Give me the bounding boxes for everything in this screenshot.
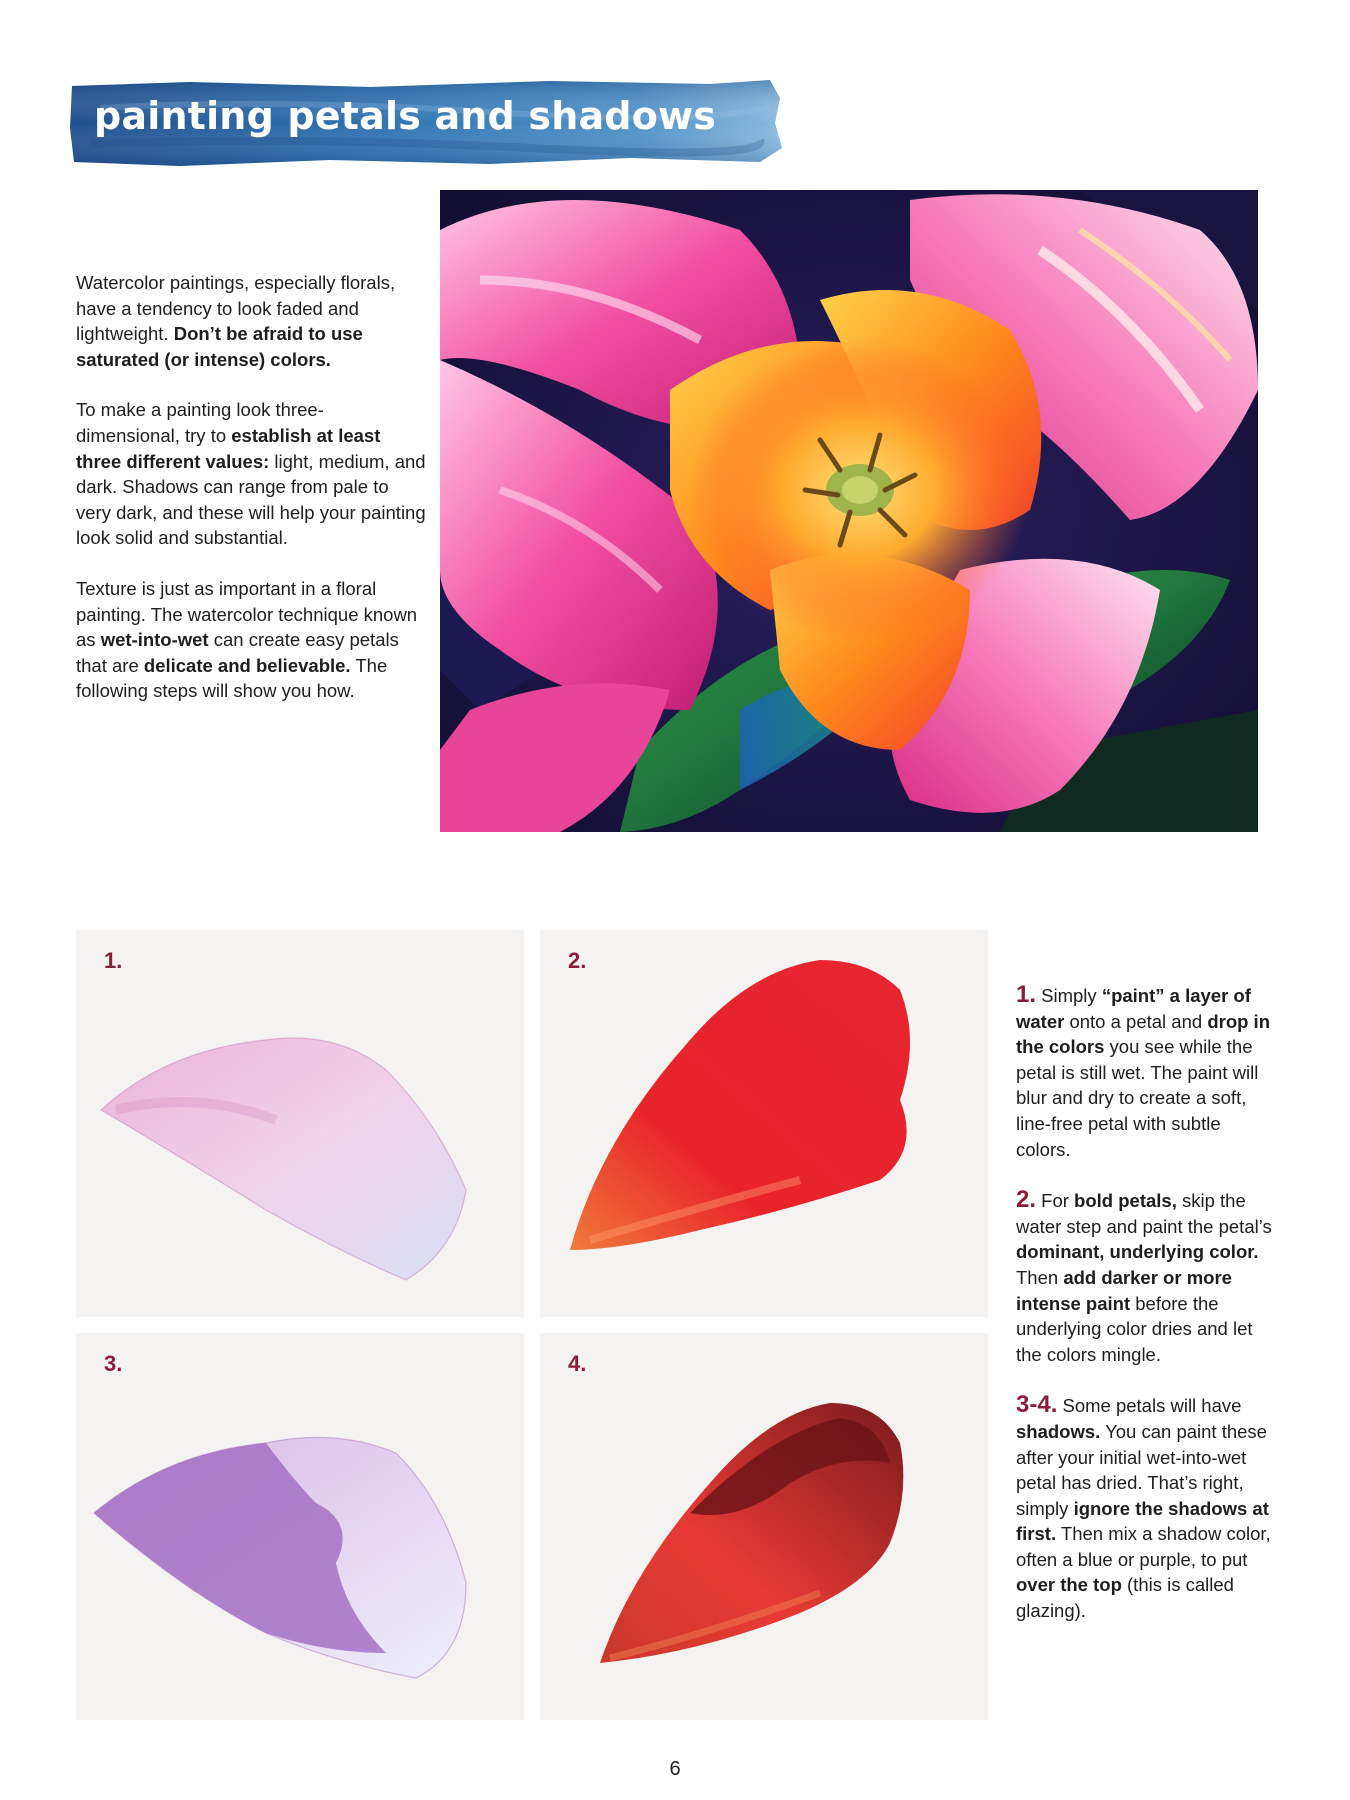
bold-run: wet-into-wet [100, 629, 209, 651]
bold-run: drop in the colors [1016, 1010, 1270, 1058]
intro-paragraph [76, 576, 426, 704]
text-run: before the underlying color dries and let the colors mingle. [1016, 1292, 1253, 1365]
petal-step-4-panel [540, 1333, 988, 1720]
step-2-text [1016, 1187, 1278, 1367]
panel-number: 1. [104, 948, 123, 973]
text-run: Then mix a shadow color, often a blue or purple, to put [1016, 1523, 1271, 1570]
text-run: Texture is just as important in a floral painting. The watercolor technique known as [76, 577, 418, 651]
text-run: (this is called glazing). [1016, 1574, 1234, 1622]
page-number: 6 [669, 1758, 681, 1780]
petal-step-3-panel [76, 1333, 524, 1720]
purple-shadow-petal-illustration [76, 1333, 524, 1720]
pale-pink-petal-illustration [76, 930, 524, 1317]
text-run: onto a petal and [1064, 1010, 1208, 1032]
petal-step-1-panel [76, 930, 524, 1317]
text-run: Some petals will have [1057, 1395, 1242, 1417]
bold-run: add darker or more intense paint [1016, 1266, 1232, 1314]
title-banner [70, 78, 782, 168]
bold-run: ignore the shadows at first. [1016, 1497, 1269, 1545]
text-run: light, medium, and dark. Shadows can range from pale to very dark, and these will help your painting look solid and substantial. [76, 450, 426, 549]
step-1-text [1016, 982, 1278, 1162]
panel-number: 3. [104, 1351, 123, 1376]
text-run: For [1036, 1190, 1075, 1212]
intro-text [76, 270, 426, 729]
bold-run: “paint” a layer of water [1016, 985, 1251, 1032]
step-instructions [1016, 982, 1278, 1649]
text-run: you see while the petal is still wet. The paint will blur and dry to create a soft, line-free petal with subtle colors. [1016, 1036, 1259, 1160]
tulip-painting-illustration [440, 190, 1258, 832]
text-run: To make a painting look three-dimensional, try to [76, 399, 324, 446]
panel-number: 2. [568, 948, 587, 973]
bold-run: establish at least three different values: [76, 424, 381, 472]
intro-paragraph [76, 270, 426, 372]
bold-run: shadows. [1016, 1420, 1101, 1442]
bold-run: Don’t be afraid to use saturated (or intense) colors. [76, 323, 363, 370]
tulip-painting [440, 190, 1258, 832]
step-3-4-text [1016, 1392, 1278, 1623]
bold-run: delicate and believable. [143, 654, 351, 676]
text-run: skip the water step and paint the petal’s [1016, 1190, 1272, 1237]
text-run: The following steps will show you how. [76, 654, 388, 702]
text-run: Simply [1036, 985, 1102, 1006]
step-number: 1. [1016, 981, 1037, 1008]
text-run: Then [1016, 1266, 1064, 1288]
intro-paragraph [76, 397, 426, 551]
step-number: 2. [1016, 1186, 1037, 1214]
bold-red-petal-illustration [540, 930, 988, 1317]
text-run: Watercolor paintings, especially florals, have a tendency to look faded and lightweight. [76, 272, 396, 345]
bold-run: bold petals, [1074, 1190, 1177, 1212]
bold-run: dominant, underlying color. [1016, 1241, 1259, 1263]
petal-step-2-panel [540, 930, 988, 1317]
bold-run: over the top [1016, 1574, 1122, 1596]
text-run: can create easy petals that are [76, 629, 399, 676]
red-shadow-petal-illustration [540, 1333, 988, 1720]
step-number: 3-4. [1016, 1391, 1058, 1419]
text-run: You can paint these after your initial wet-into-wet petal has dried. That’s right, simply [1016, 1420, 1267, 1519]
panel-number: 4. [568, 1351, 587, 1376]
page-title: painting petals and shadows [94, 94, 717, 138]
